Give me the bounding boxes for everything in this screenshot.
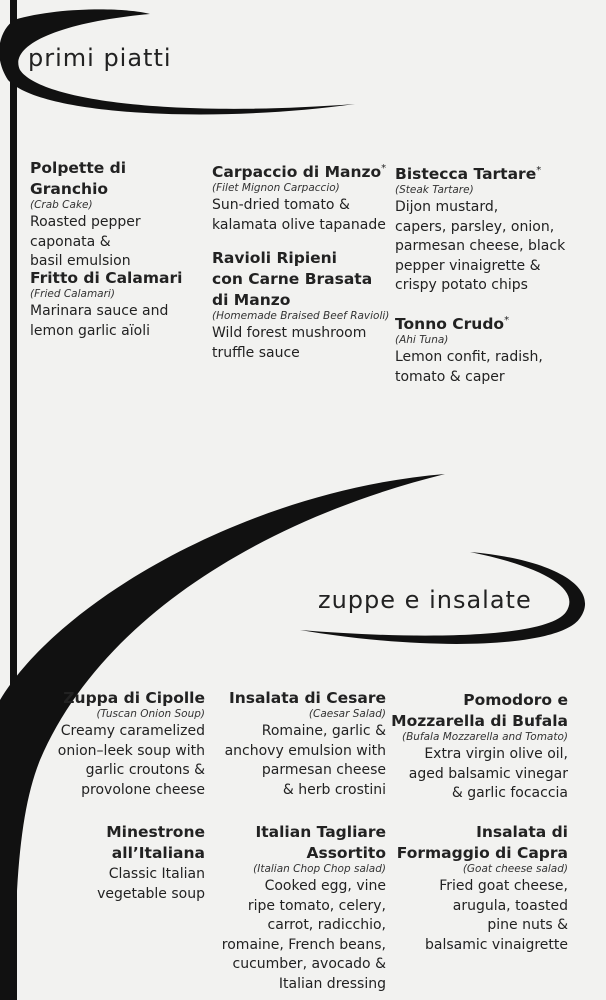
dish-name: Carpaccio di Manzo [212,163,382,182]
dish-name: Pomodoro e Mozzarella di Bufala [391,691,568,730]
dish-pomodoro-mozzarella [390,690,568,804]
dish-name: Ravioli Ripieni con Carne Brasata di Manzo [212,249,373,309]
dish-bistecca [395,160,575,296]
dish-carpaccio [212,158,392,235]
dish-description: Lemon confit, radish, tomato & caper [395,349,543,385]
dish-description: Wild forest mushroom truffle sauce [212,325,367,361]
dish-zuppa-cipolle [40,688,205,800]
dish-formaggio-capra [390,822,568,955]
dish-name: Fritto di Calamari [30,269,183,287]
dish-translation: (Filet Mignon Carpaccio) [212,182,340,195]
dish-name: Bistecca Tartare [395,165,537,184]
dish-description: Romaine, garlic & anchovy emulsion with parmesan cheese & herb crostini [224,723,386,798]
dish-fritto [30,268,205,341]
dish-description: Fried goat cheese, arugula, toasted pine nuts & balsamic vinaigrette [425,878,568,953]
dish-translation: (Ahi Tuna) [395,334,449,347]
section-title-zuppe: zuppe e insalate [318,586,532,614]
dish-description: Dijon mustard, capers, parsley, onion, parmesan cheese, black pepper vinaigrette & crispy potato chips [395,199,566,294]
dish-cesare [212,688,386,800]
dish-name: Italian Tagliare Assortito [255,823,386,862]
dish-translation: (Caesar Salad) [308,708,386,720]
dish-description: Creamy caramelized onion–leek soup with garlic croutons & provolone cheese [57,723,205,798]
dish-translation: (Bufala Mozzarella and Tomato) [401,731,568,743]
dish-name: Insalata di Formaggio di Capra [396,823,568,862]
dish-description: Marinara sauce and lemon garlic aïoli [30,303,169,339]
dish-translation: (Tuscan Onion Soup) [96,708,205,720]
dish-name: Zuppa di Cipolle [63,689,205,707]
dish-name: Minestrone all’Italiana [106,823,205,862]
dish-description: Roasted pepper caponata & basil emulsion [30,214,141,269]
dish-description: Classic Italian vegetable soup [97,866,205,902]
dish-name: Polpette di Granchio [30,159,127,198]
dish-translation: (Crab Cake) [30,199,93,211]
dish-translation: (Steak Tartare) [395,184,474,197]
dish-translation: (Homemade Braised Beef Ravioli) [212,310,390,322]
dish-tagliare [212,822,386,994]
dish-translation: (Fried Calamari) [30,288,115,300]
dish-description: Extra virgin olive oil, aged balsamic vinegar & garlic focaccia [408,746,568,801]
dish-translation: (Italian Chop Chop salad) [253,863,386,875]
dish-minestrone [40,822,205,904]
section-title-primi: primi piatti [28,44,172,72]
dish-star: * [536,165,542,176]
dish-description: Cooked egg, vine ripe tomato, celery, carrot, radicchio, romaine, French beans, cucumber, avocado & Italian dressing [221,878,386,992]
dish-polpette [30,158,205,272]
dish-name: Insalata di Cesare [228,689,386,707]
dish-tonno [395,310,575,387]
dish-star: * [504,315,510,326]
dish-name: Tonno Crudo [395,315,505,334]
dish-ravioli [212,248,392,363]
dish-translation: (Goat cheese salad) [462,863,568,875]
dish-star: * [381,163,387,174]
dish-description: Sun-dried tomato & kalamata olive tapanade [212,197,386,233]
